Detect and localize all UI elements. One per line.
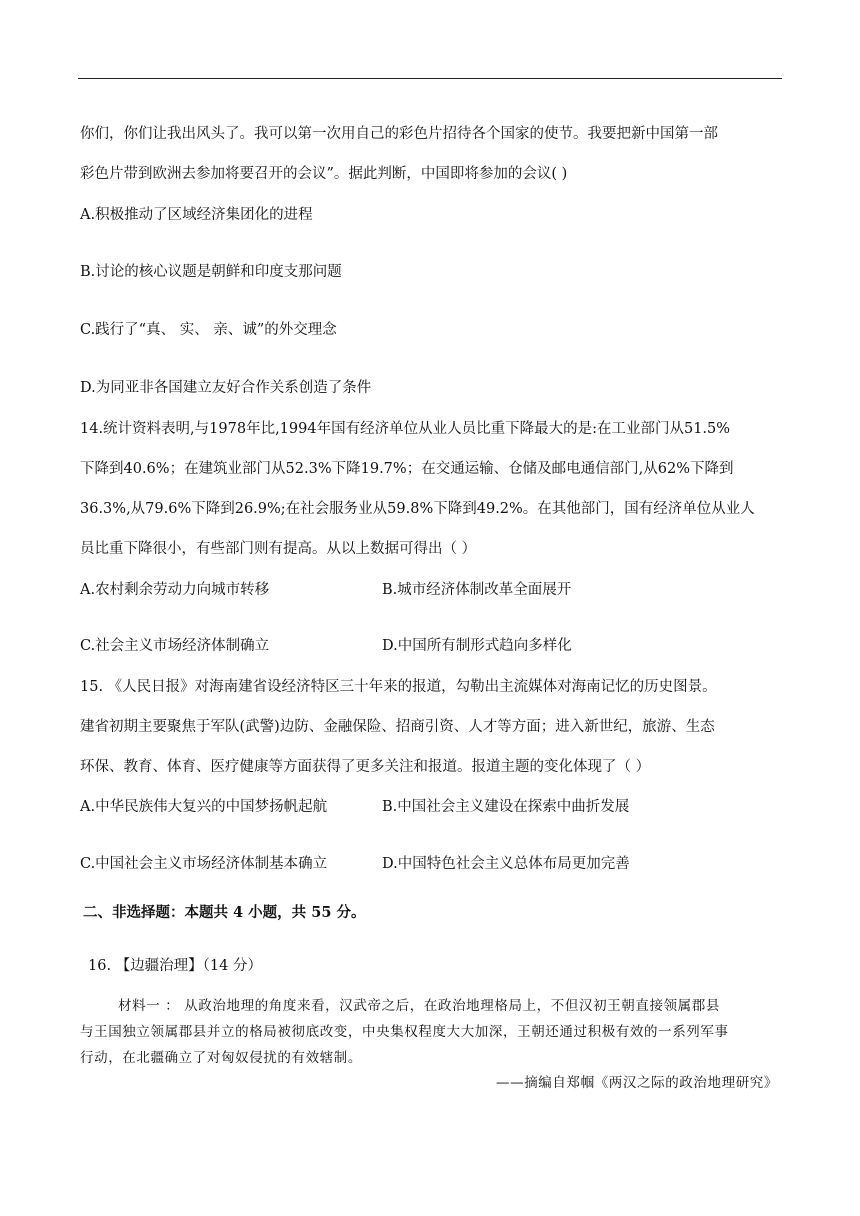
q13-option-d: D.为同亚非各国建立友好合作关系创造了条件 bbox=[80, 380, 372, 396]
header-rule bbox=[78, 78, 782, 79]
q15-stem-line-1: 15. 《人民日报》对海南建省设经济特区三十年来的报道，勾勒出主流媒体对海南记忆的历史图景。 bbox=[80, 679, 717, 695]
q14-option-d: D.中国所有制形式趋向多样化 bbox=[382, 638, 572, 654]
q13-option-a: A.积极推动了区域经济集团化的进程 bbox=[80, 207, 313, 223]
q14-option-a: A.农村剩余劳动力向城市转移 bbox=[80, 582, 270, 598]
q13-option-c: C.践行了“真、 实、 亲、诚”的外交理念 bbox=[80, 322, 337, 338]
q14-stem-line-2: 下降到40.6%；在建筑业部门从52.3%下降19.7%；在交通运输、仓储及邮电通信部门,从62%下降到 bbox=[80, 461, 734, 477]
material-1-line-1: 材料一 ： 从政治地理的角度来看，汉武帝之后，在政治地理格局上，不但汉初王朝直接领属郡县 bbox=[118, 998, 720, 1014]
material-1-source: ——摘编自郑帼《两汉之际的政治地理研究》 bbox=[496, 1075, 778, 1091]
q14-stem-line-1: 14.统计资料表明,与1978年比,1994年国有经济单位从业人员比重下降最大的是:在工业部门从51.5% bbox=[80, 421, 731, 437]
q13-stem-line-1: 你们，你们让我出风头了。我可以第一次用自己的彩色片招待各个国家的使节。我要把新中国第一部 bbox=[80, 126, 718, 142]
q15-option-b: B.中国社会主义建设在探索中曲折发展 bbox=[382, 799, 630, 815]
q16-heading: 16. 【边疆治理】（14 分） bbox=[88, 958, 262, 974]
q14-option-c: C.社会主义市场经济体制确立 bbox=[80, 638, 270, 654]
section-2-heading: 二、非选择题：本题共 4 小题，共 55 分。 bbox=[83, 904, 366, 921]
material-1-line-2: 与王国独立领属郡县并立的格局被彻底改变，中央集权程度大大加深，王朝还通过积极有效的一系列军事 bbox=[80, 1024, 729, 1040]
q15-option-c: C.中国社会主义市场经济体制基本确立 bbox=[80, 856, 328, 872]
material-1-line-3: 行动，在北疆确立了对匈奴侵扰的有效辖制。 bbox=[80, 1050, 362, 1066]
q14-option-b: B.城市经济体制改革全面展开 bbox=[382, 582, 572, 598]
q13-stem-line-2: 彩色片带到欧洲去参加将要召开的会议”。据此判断，中国即将参加的会议( ) bbox=[80, 166, 568, 182]
q14-stem-line-3: 36.3%,从79.6%下降到26.9%;在社会服务业从59.8%下降到49.2%。在其他部门，国有经济单位从业人 bbox=[80, 501, 755, 517]
q13-option-b: B.讨论的核心议题是朝鲜和印度支那问题 bbox=[80, 264, 342, 280]
q15-stem-line-3: 环保、教育、体育、医疗健康等方面获得了更多关注和报道。报道主题的变化体现了（ ） bbox=[80, 759, 651, 775]
q15-option-a: A.中华民族伟大复兴的中国梦扬帆起航 bbox=[80, 799, 328, 815]
q15-stem-line-2: 建省初期主要聚焦于军队(武警)边防、金融保险、招商引资、人才等方面；进入新世纪，旅游、生态 bbox=[80, 719, 715, 735]
q15-option-d: D.中国特色社会主义总体布局更加完善 bbox=[382, 856, 630, 872]
q14-stem-line-4: 员比重下降很小，有些部门则有提高。从以上数据可得出（ ） bbox=[80, 541, 477, 557]
